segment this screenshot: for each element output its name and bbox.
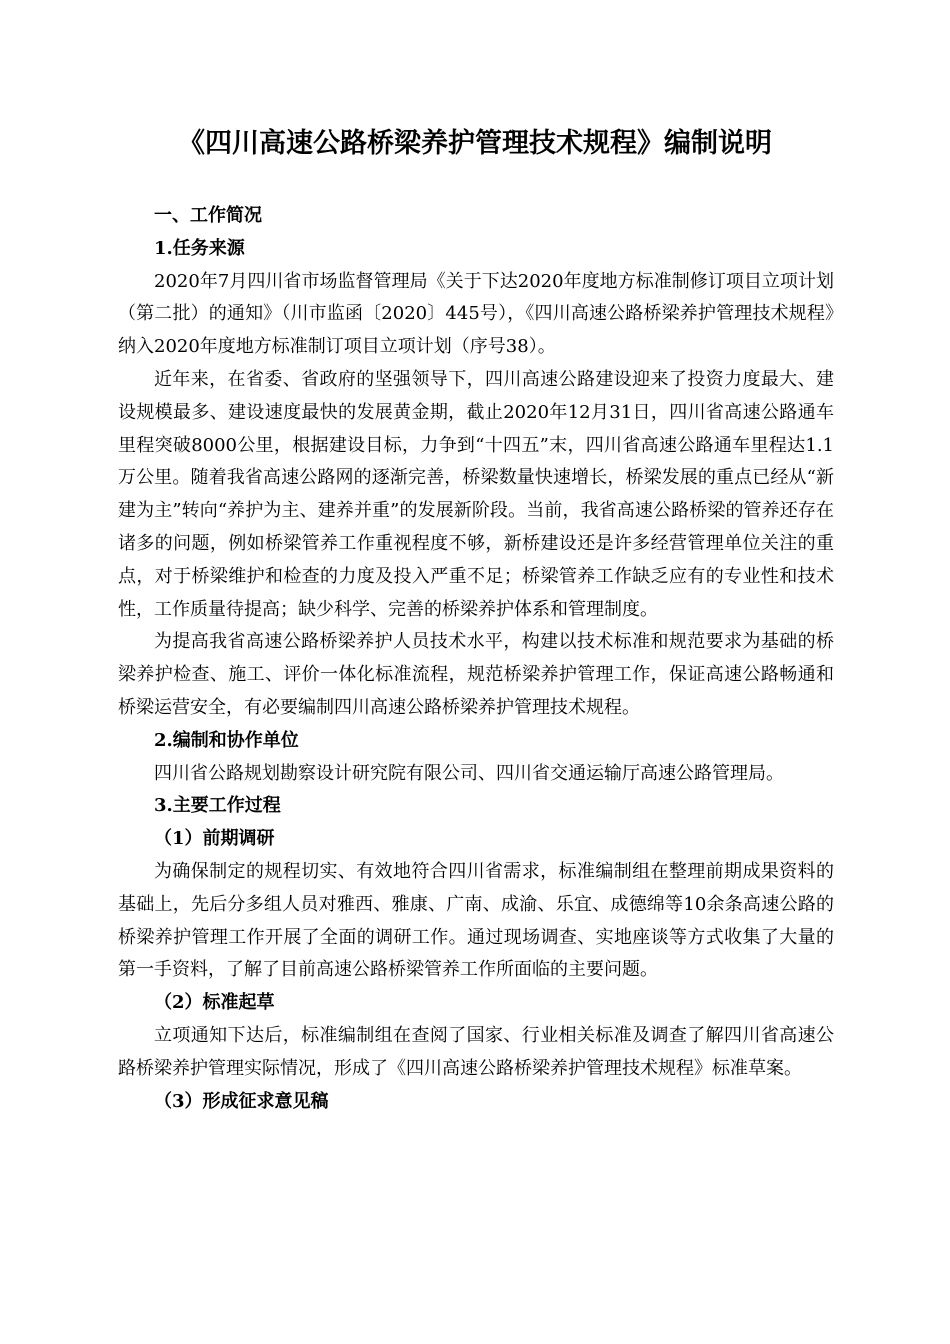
subsection-heading-task-source: 1.任务来源 xyxy=(154,237,245,259)
document-title: 《四川高速公路桥梁养护管理技术规程》编制说明 xyxy=(178,128,772,159)
paragraph-standard-drafting: 立项通知下达后，标准编制组在查阅了国家、行业相关标准及调查了解四川省高速公路桥梁养护管理实际情况，形成了《四川高速公路桥梁养护管理技术规程》标准草案。 xyxy=(118,1024,834,1079)
subsection-heading-work-process: 3.主要工作过程 xyxy=(154,795,281,817)
paragraph-preliminary-research: 为确保制定的规程切实、有效地符合四川省需求，标准编制组在整理前期成果资料的基础上，先后分多组人员对雅西、雅康、广南、成渝、乐宜、成德绵等10余条高速公路的桥梁养护管理工作开展了全面的调研工作。通过现场调查、实地座谈等方式收集了大量的第一手资料，了解了目前高速公路桥梁管养工作所面临的主要问题。 xyxy=(118,860,834,981)
document-body xyxy=(118,200,834,1118)
section-heading-work-overview: 一、工作简况 xyxy=(154,205,262,226)
item-heading-standard-drafting: （2）标准起草 xyxy=(154,992,275,1014)
paragraph-task-source-2: 近年来，在省委、省政府的坚强领导下，四川高速公路建设迎来了投资力度最大、建设规模最多、建设速度最快的发展黄金期，截止2020年12月31日，四川省高速公路通车里程突破8000公里，根据建设目标，力争到“十四五”末，四川省高速公路通车里程达1.1万公里。随着我省高速公路网的逐渐完善，桥梁数量快速增长，桥梁发展的重点已经从“新建为主”转向“养护为主、建养并重”的发展新阶段。当前，我省高速公路桥梁的管养还存在诸多的问题，例如桥梁管养工作重视程度不够，新桥建设还是许多经营管理单位关注的重点，对于桥梁维护和检查的力度及投入严重不足；桥梁管养工作缺乏应有的专业性和技术性，工作质量待提高；缺少科学、完善的桥梁养护体系和管理制度。 xyxy=(118,368,834,620)
item-heading-preliminary-research: （1）前期调研 xyxy=(154,828,275,850)
paragraph-task-source-1: 2020年7月四川省市场监督管理局《关于下达2020年度地方标准制修订项目立项计划（第二批）的通知》（川市监函〔2020〕445号），《四川高速公路桥梁养护管理技术规程》纳入2020年度地方标准制订项目立项计划（序号38）。 xyxy=(118,270,834,358)
paragraph-task-source-3: 为提高我省高速公路桥梁养护人员技术水平，构建以技术标准和规范要求为基础的桥梁养护检查、施工、评价一体化标准流程，规范桥梁养护管理工作，保证高速公路畅通和桥梁运营安全，有必要编制四川高速公路桥梁养护管理技术规程。 xyxy=(118,631,834,718)
paragraph-units: 四川省公路规划勘察设计研究院有限公司、四川省交通运输厅高速公路管理局。 xyxy=(154,762,784,784)
item-heading-consultation-draft: （3）形成征求意见稿 xyxy=(154,1090,329,1112)
subsection-heading-units: 2.编制和协作单位 xyxy=(154,729,299,751)
